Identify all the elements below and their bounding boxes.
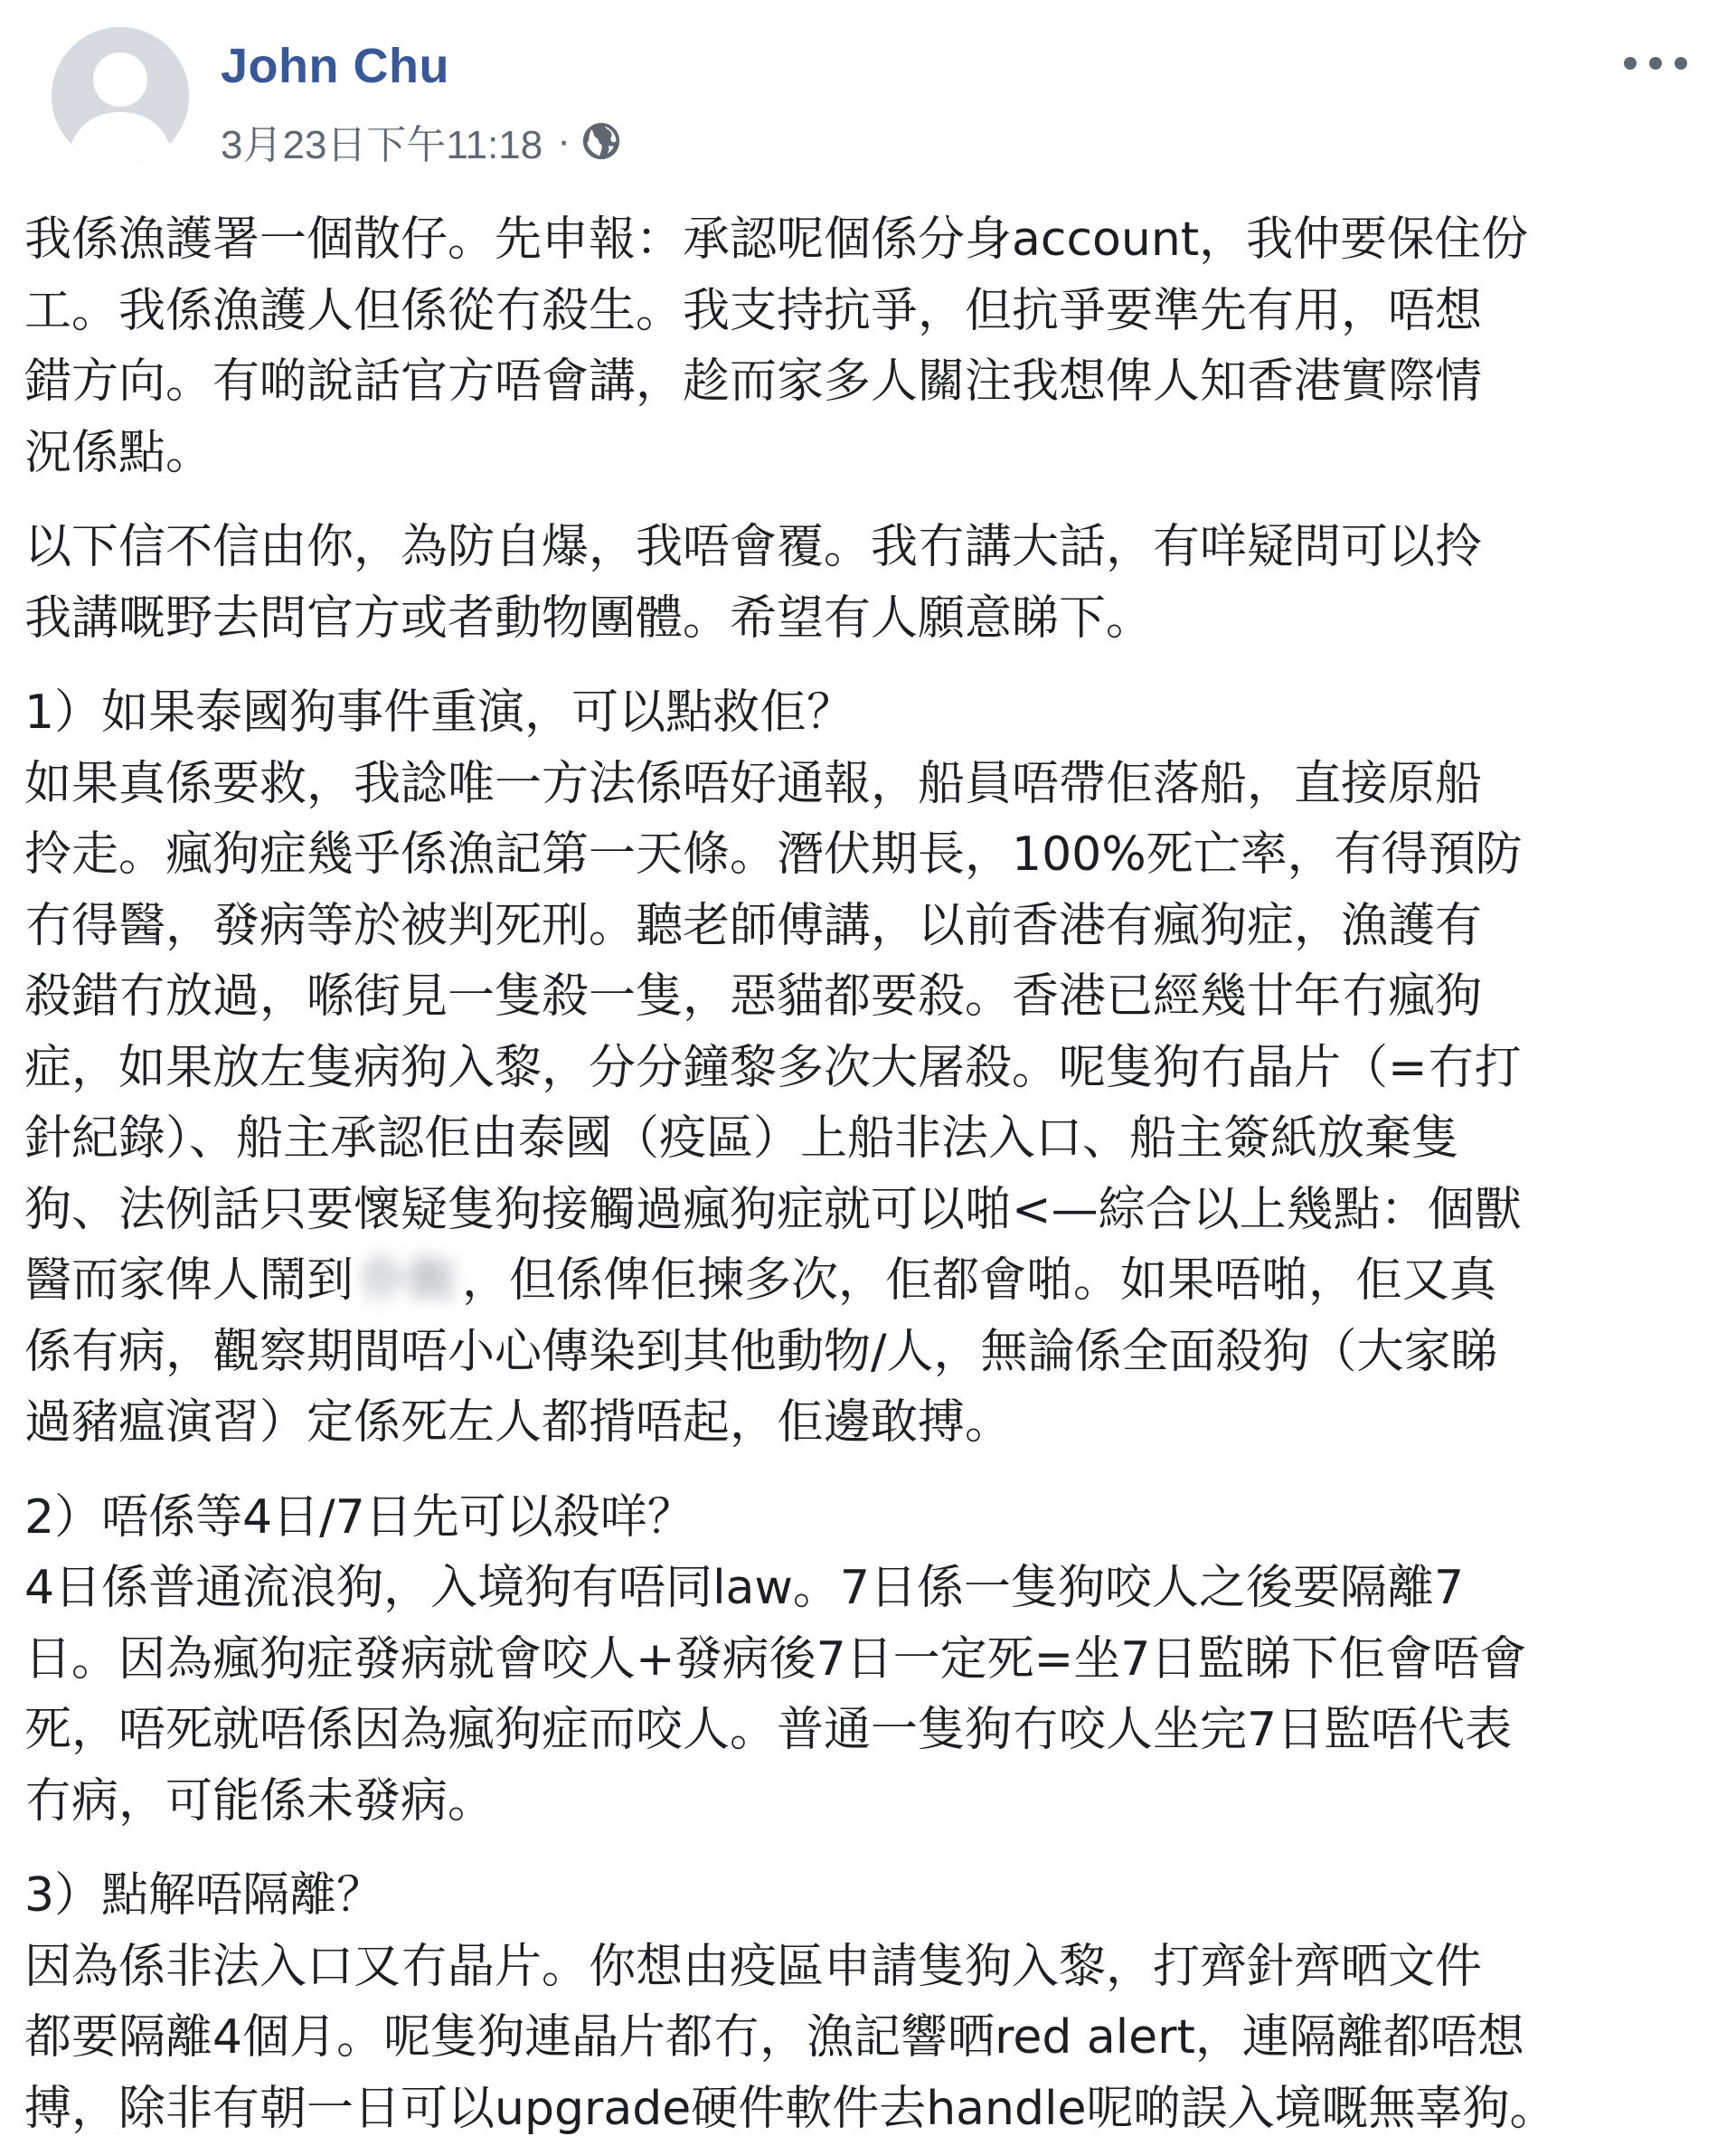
text-line: 狗、法例話只要懷疑隻狗接觸過瘋狗症就可以啪<—綜合以上幾點：個獸: [24, 1182, 1522, 1237]
text-line: 搏，除非有朝一日可以upgrade硬件軟件去handle呢啲誤入境嘅無辜狗。: [24, 2081, 1557, 2136]
text-line: 因為係非法入口又冇晶片。你想由疫區申請隻狗入黎，打齊針齊晒文件: [24, 1939, 1483, 1994]
text-line: 工。我係漁護人但係從冇殺生。我支持抗爭，但抗爭要準先有用，唔想: [24, 283, 1483, 338]
text-line: 日。因為瘋狗症發病就會咬人+發病後7日一定死=坐7日監睇下佢會唔會: [24, 1631, 1527, 1687]
text-line: 都要隔離4個月。呢隻狗連晶片都冇，漁記響晒red alert，連隔離都唔想: [24, 2010, 1524, 2065]
text-line: 針紀錄）、船主承認佢由泰國（疫區）上船非法入口、船主簽紙放棄隻: [24, 1111, 1459, 1166]
post-header: [24, 0, 1712, 184]
text-line: 係有病，觀察期間唔小心傳染到其他動物/人，無論係全面殺狗（大家睇: [24, 1324, 1498, 1379]
text-line: 錯方向。有啲說話官方唔會講，趁而家多人關注我想俾人知香港實際情: [24, 354, 1483, 409]
text-line: [24, 1245, 1712, 1317]
post-timestamp[interactable]: 3月23日下午11:18: [221, 123, 543, 167]
paragraph-2: [24, 512, 1712, 654]
text-line: 況係點。: [24, 425, 213, 480]
author-name[interactable]: John Chu: [221, 39, 449, 93]
text-line: 我係漁護署一個散仔。先申報：承認呢個係分身account，我仲要保住份: [24, 213, 1529, 267]
blurred-word: 仆街: [361, 1253, 456, 1308]
paragraph-1: [24, 204, 1712, 488]
section-heading: 2）唔係等4日/7日先可以殺咩？: [24, 1489, 694, 1545]
text-line: 過豬瘟演習）定係死左人都揹唔起，佢邊敢搏。: [24, 1395, 1013, 1450]
globe-icon[interactable]: [581, 121, 621, 161]
text-segment: 醫而家俾人鬧到: [24, 1253, 354, 1308]
text-line: 冇病，可能係未發病。: [24, 1773, 495, 1829]
text-line: 以下信不信由你，為防自爆，我唔會覆。我冇講大話，有咩疑問可以拎: [24, 520, 1483, 574]
more-options-icon[interactable]: [1621, 52, 1690, 74]
text-line: 殺錯冇放過，喺街見一隻殺一隻，惡貓都要殺。香港已經幾廿年冇瘋狗: [24, 969, 1483, 1024]
text-line: 症，如果放左隻病狗入黎，分分鐘黎多次大屠殺。呢隻狗冇晶片（=冇打: [24, 1040, 1522, 1095]
paragraph-5: [24, 1860, 1712, 2136]
text-line: 冇得醫，發病等於被判死刑。聽老師傅講，以前香港有瘋狗症，漁護有: [24, 898, 1483, 953]
meta-separator: ·: [557, 118, 571, 163]
post-meta: [221, 112, 621, 170]
paragraph-4: [24, 1482, 1712, 1838]
section-heading: 3）點解唔隔離？: [24, 1868, 384, 1923]
section-heading: 1）如果泰國狗事件重演，可以點救佢？: [24, 685, 854, 740]
text-line: 拎走。瘋狗症幾乎係漁記第一天條。潛伏期長，100%死亡率，有得預防: [24, 827, 1523, 882]
post-body: [24, 204, 1712, 2136]
text-line: 我講嘅野去問官方或者動物團體。希望有人願意睇下。: [24, 591, 1154, 646]
text-segment: ，但係俾佢揀多次，佢都會啪。如果唔啪，佢又真: [462, 1253, 1497, 1308]
text-line: 4日係普通流浪狗，入境狗有唔同law。7日係一隻狗咬人之後要隔離7: [24, 1561, 1465, 1615]
paragraph-3: [24, 677, 1712, 1459]
default-avatar-icon: [52, 27, 189, 165]
text-line: 如果真係要救，我諗唯一方法係唔好通報，船員唔帶佢落船，直接原船: [24, 756, 1483, 811]
avatar[interactable]: [52, 27, 189, 165]
text-line: 死，唔死就唔係因為瘋狗症而咬人。普通一隻狗冇咬人坐完7日監唔代表: [24, 1703, 1513, 1757]
